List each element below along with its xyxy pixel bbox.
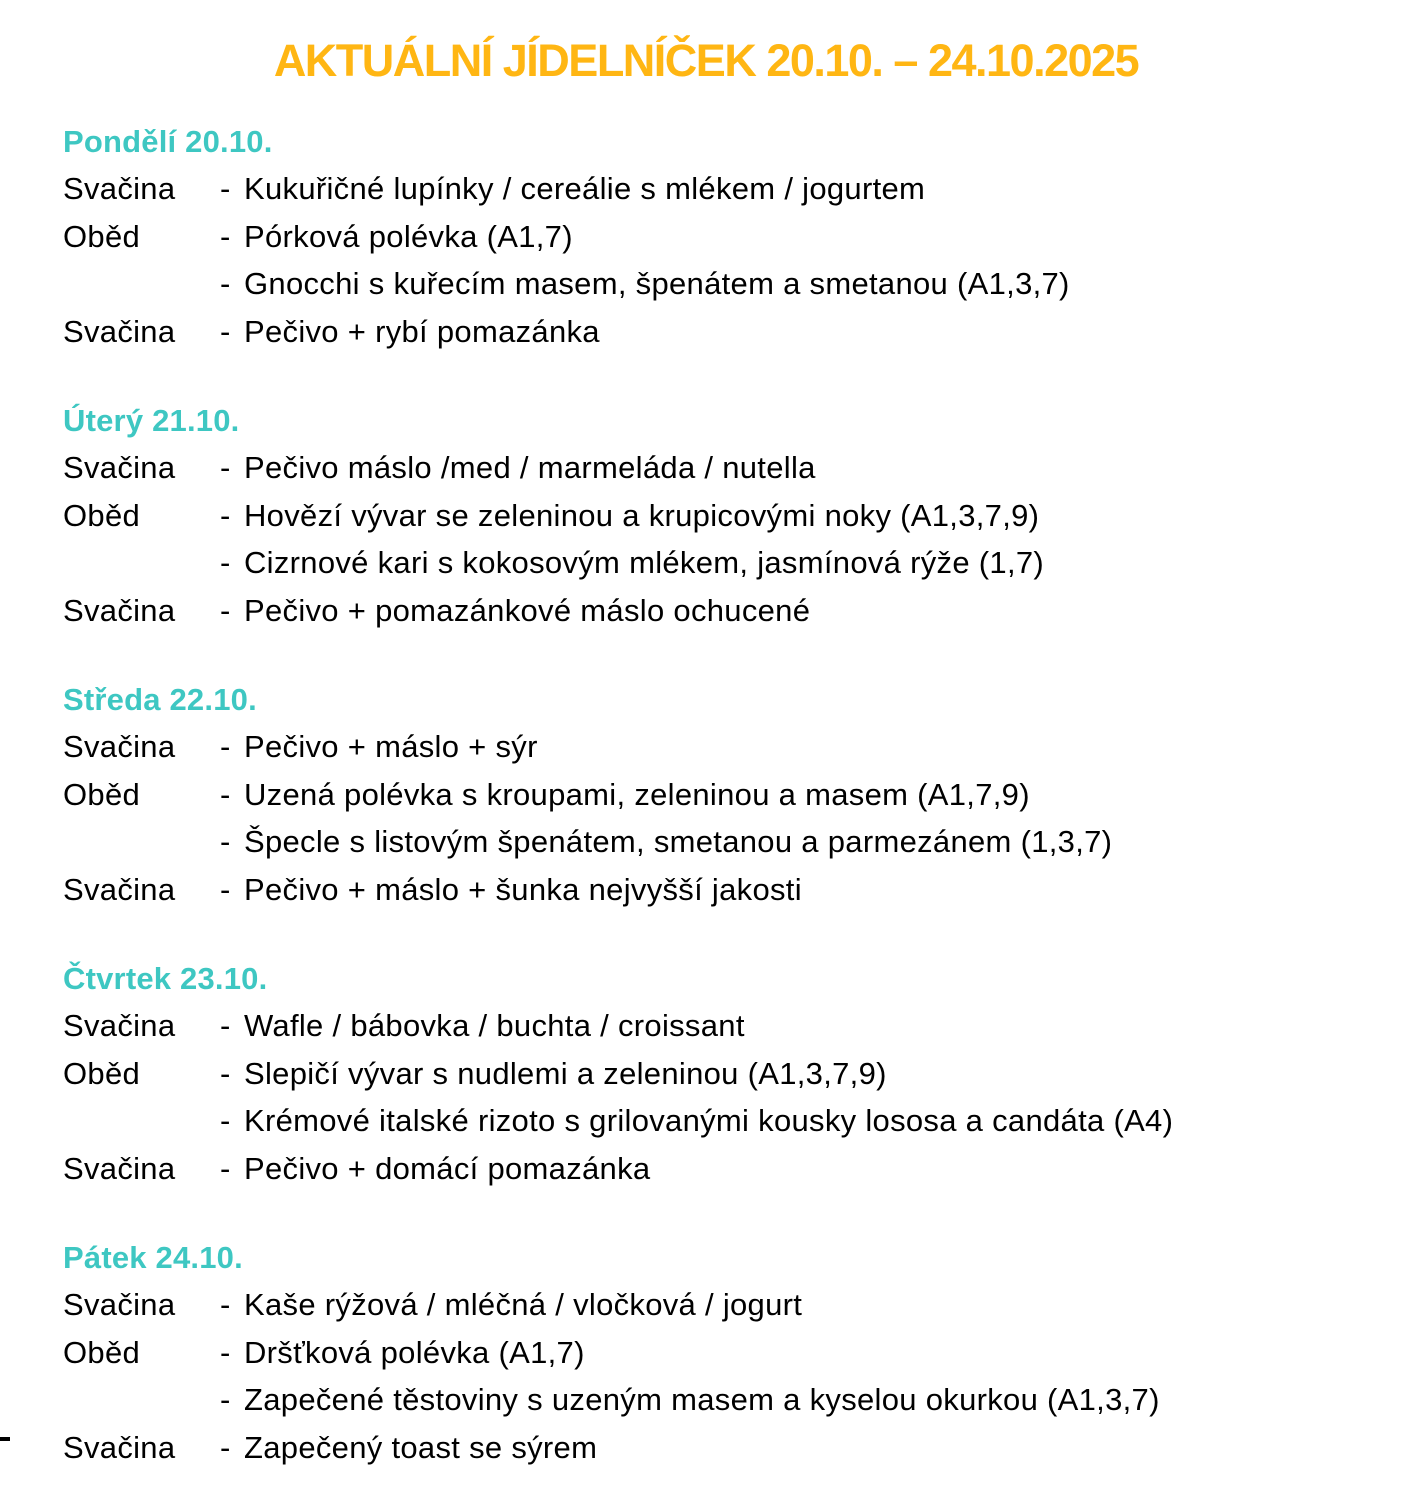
item-dash: - xyxy=(220,313,231,349)
day-header: Středa 22.10. xyxy=(63,682,257,717)
day-section-monday xyxy=(63,118,1349,355)
menu-row xyxy=(63,1050,1349,1098)
menu-row xyxy=(63,1424,1349,1472)
meal-label xyxy=(63,818,220,866)
menu-row xyxy=(63,771,1349,819)
meal-item: Pórková polévka (A1,7) xyxy=(244,218,573,254)
meal-item: Hovězí vývar se zeleninou a krupicovými noky (A1,3,7,9) xyxy=(244,497,1040,533)
meal-label: Oběd xyxy=(63,218,141,254)
menu-row xyxy=(63,587,1349,635)
meal-label: Svačina xyxy=(63,1429,176,1465)
meal-item: Krémové italské rizoto s grilovanými kousky lososa a candáta (A4) xyxy=(244,1103,1174,1138)
menu-row xyxy=(63,1329,1349,1377)
item-dash: - xyxy=(220,776,231,812)
edge-artifact xyxy=(0,1437,10,1441)
meal-label xyxy=(63,260,220,308)
meal-label: Svačina xyxy=(63,871,176,907)
menu-row xyxy=(63,1097,1349,1145)
meal-item: Zapečené těstoviny s uzeným masem a kyselou okurkou (A1,3,7) xyxy=(244,1382,1160,1417)
day-section-friday xyxy=(63,1234,1349,1471)
menu-row xyxy=(63,260,1349,308)
item-dash: - xyxy=(220,450,231,485)
meal-item: Kaše rýžová / mléčná / vločková / jogurt xyxy=(244,1287,803,1322)
item-dash: - xyxy=(220,1334,231,1370)
meal-item: Pečivo + máslo + šunka nejvyšší jakosti xyxy=(244,871,802,907)
meal-label: Svačina xyxy=(63,592,176,628)
meal-item: Zapečený toast se sýrem xyxy=(244,1429,598,1465)
item-dash: - xyxy=(220,171,231,206)
menu-row xyxy=(63,818,1349,866)
meal-label: Oběd xyxy=(63,497,141,533)
menu-row xyxy=(63,444,1349,492)
meal-item: Wafle / bábovka / buchta / croissant xyxy=(244,1008,745,1043)
menu-row xyxy=(63,165,1349,213)
item-dash: - xyxy=(220,871,231,907)
meal-label: Oběd xyxy=(63,776,141,812)
meal-item: Dršťková polévka (A1,7) xyxy=(244,1334,585,1370)
item-dash: - xyxy=(220,1287,231,1322)
item-dash: - xyxy=(220,1008,231,1043)
menu-row xyxy=(63,539,1349,587)
item-dash: - xyxy=(220,592,231,628)
meal-item: Pečivo + máslo + sýr xyxy=(244,729,538,764)
day-section-tuesday xyxy=(63,397,1349,634)
meal-label: Svačina xyxy=(63,313,176,349)
day-header: Úterý 21.10. xyxy=(63,403,240,438)
meal-item: Pečivo máslo /med / marmeláda / nutella xyxy=(244,450,816,485)
item-dash: - xyxy=(220,1429,231,1465)
meal-label: Oběd xyxy=(63,1334,141,1370)
meal-label: Svačina xyxy=(63,729,176,764)
page-title: AKTUÁLNÍ JÍDELNÍČEK 20.10. – 24.10.2025 xyxy=(273,35,1139,86)
menu-row xyxy=(63,308,1349,356)
menu-row xyxy=(63,866,1349,914)
menu-row xyxy=(63,213,1349,261)
meal-item: Pečivo + pomazánkové máslo ochucené xyxy=(244,592,811,628)
meal-label xyxy=(63,1376,220,1424)
item-dash: - xyxy=(220,1150,231,1186)
meal-item: Uzená polévka s kroupami, zeleninou a masem (A1,7,9) xyxy=(244,776,1030,812)
meal-label: Svačina xyxy=(63,1150,176,1186)
day-header: Čtvrtek 23.10. xyxy=(63,961,268,996)
item-dash: - xyxy=(220,1382,231,1417)
meal-item: Slepičí vývar s nudlemi a zeleninou (A1,3,7,9) xyxy=(244,1055,887,1091)
meal-item: Pečivo + domácí pomazánka xyxy=(244,1150,651,1186)
meal-label xyxy=(63,1097,220,1145)
item-dash: - xyxy=(220,824,231,859)
menu-row xyxy=(63,492,1349,540)
menu-row xyxy=(63,1281,1349,1329)
menu-row xyxy=(63,723,1349,771)
meal-label: Oběd xyxy=(63,1055,141,1091)
meal-label xyxy=(63,539,220,587)
day-section-wednesday xyxy=(63,676,1349,913)
day-section-thursday xyxy=(63,955,1349,1192)
item-dash: - xyxy=(220,729,231,764)
item-dash: - xyxy=(220,497,231,533)
day-header: Pondělí 20.10. xyxy=(63,124,273,159)
item-dash: - xyxy=(220,266,231,301)
item-dash: - xyxy=(220,1055,231,1091)
meal-item: Kukuřičné lupínky / cereálie s mlékem / jogurtem xyxy=(244,171,926,206)
meal-item: Gnocchi s kuřecím masem, špenátem a smetanou (A1,3,7) xyxy=(244,266,1070,301)
menu-row xyxy=(63,1145,1349,1193)
day-header: Pátek 24.10. xyxy=(63,1240,243,1275)
meal-label: Svačina xyxy=(63,171,176,206)
meal-item: Špecle s listovým špenátem, smetanou a parmezánem (1,3,7) xyxy=(244,824,1113,859)
menu-row xyxy=(63,1002,1349,1050)
item-dash: - xyxy=(220,218,231,254)
menu-row xyxy=(63,1376,1349,1424)
item-dash: - xyxy=(220,545,231,580)
meal-item: Cizrnové kari s kokosovým mlékem, jasmínová rýže (1,7) xyxy=(244,545,1045,580)
meal-label: Svačina xyxy=(63,1287,176,1322)
meal-item: Pečivo + rybí pomazánka xyxy=(244,313,600,349)
meal-label: Svačina xyxy=(63,1008,176,1043)
meal-label: Svačina xyxy=(63,450,176,485)
item-dash: - xyxy=(220,1103,231,1138)
